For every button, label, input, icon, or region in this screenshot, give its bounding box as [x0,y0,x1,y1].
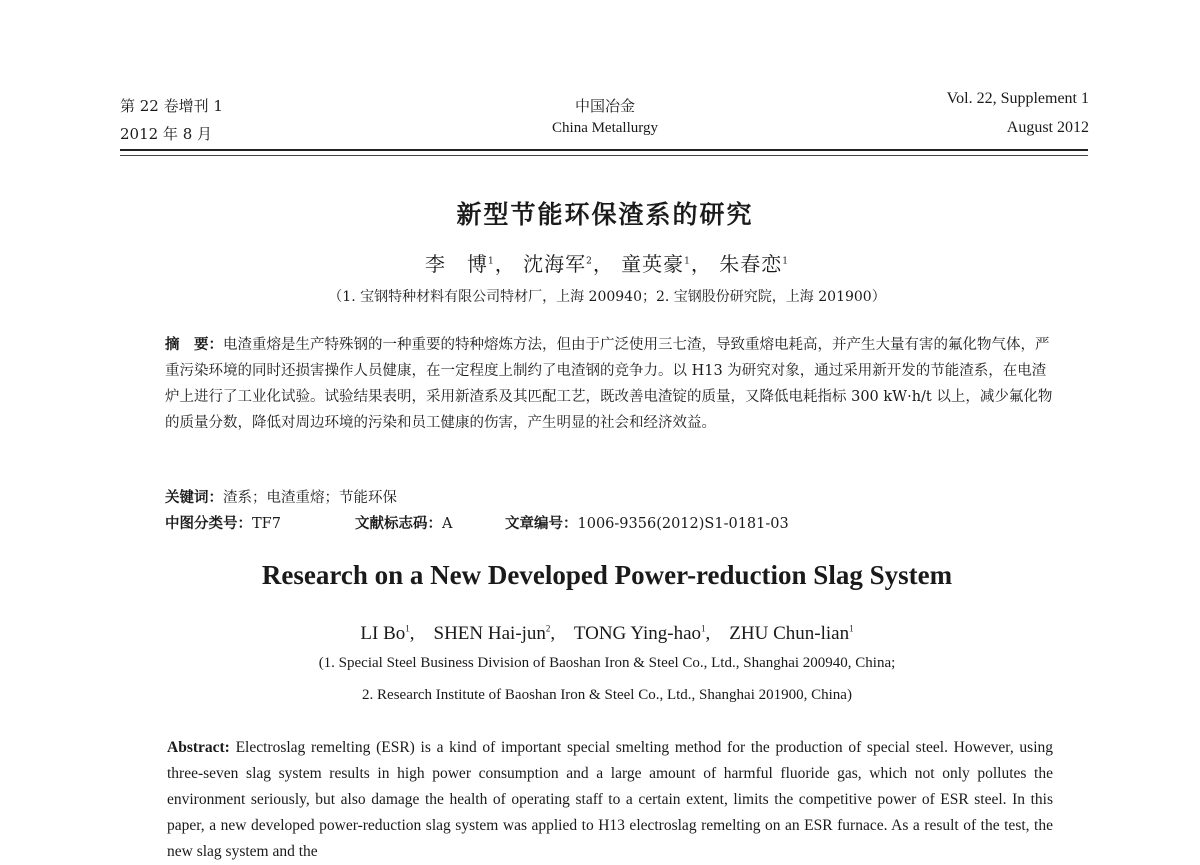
affiliation-en-1: (1. Special Steel Business Division of Baoshan Iron & Steel Co., Ltd., Shanghai 200940, China; [318,655,896,671]
author-affil-mark: 1 [782,256,789,267]
author-affil-mark: 2 [586,256,593,267]
article-number: 文章编号：1006-9356(2012)S1-0181-03 [505,516,789,532]
journal-name-cn: 中国冶金 [574,97,635,115]
abstract-text-cn: 电渣重熔是生产特殊钢的一种重要的特种熔炼方法，但由于广泛使用三七渣，导致重熔电耗高，并产生大量有害的氟化物气体，严重污染环境的同时还损害操作人员健康，在一定程度上制约了电渣钢的竞争力。以 H13 为研究对象，通过采用新开发的节能渣系，在电渣炉上进行了工业化试验。试验结果表明，采用新渣系及其匹配工艺，既改善电渣锭的质量，又降低电耗指标 300 kW·h/t 以上，减少氟化物的质量分数，降低对周边环境的污染和员工健康的伤害，产生明显的社会和经济效益。 [165,337,1053,431]
keywords-text-cn: 渣系；电渣重熔；节能环保 [223,490,397,506]
clc-number: 中图分类号：TF7 [165,516,281,532]
author-list-en: LI Bo$^1$, SHEN Hai-jun$^2$, TONG Ying-hao$^1$, ZHU Chun-lian$^1$ [360,623,854,644]
paper-title-cn: 新型节能环保渣系的研究 [456,200,754,229]
journal-date-en: August 2012 [1006,119,1089,136]
author-list-cn: 李 博$^1$， 沈海军$^2$， 童英豪$^1$， 朱春恋$^1$ [424,252,789,276]
header-rule-thick [120,149,1088,151]
abstract-cn [165,332,1055,436]
journal-volume-en: Vol. 22, Supplement 1 [946,90,1089,107]
author-affil-mark: 1 [684,256,691,267]
author-cn: 童英豪 [621,252,685,276]
document-code: 文献标志码：A [355,516,453,532]
author-en: SHEN Hai-jun [433,623,546,644]
author-affil-mark: 1 [487,256,495,267]
abstract-en [167,735,1053,865]
journal-volume-cn: 第 22 卷增刊 1 [120,97,223,115]
abstract-label-cn: 摘 要： [165,337,223,353]
paper-title-en: Research on a New Developed Power-reduction Slag System [261,560,953,590]
author-affil-mark: 2 [545,623,551,634]
author-en: TONG Ying-hao [573,623,702,644]
author-affil-mark: 1 [405,623,410,634]
author-cn: 沈海军 [523,252,587,276]
journal-date-cn: 2012 年 8 月 [120,125,213,143]
abstract-text-en: Electroslag remelting (ESR) is a kind of important special smelting method for the production of special steel. However, using three-seven slag system results in high power consumption and a large amount of harmful fluoride gas, which not only pollutes the environment seriously, but also damage the health of operating staff to a certain extent, limits the competitive power of ESR steel. In this paper, a new developed power-reduction slag system was applied to H13 electroslag remelting on an ESR furnace. As a result of the test, the new slag system and the [167,739,1054,860]
keywords-cn [165,486,397,507]
author-affil-mark: 1 [701,623,706,634]
author-en: ZHU Chun-lian [729,623,850,644]
author-cn: 李 博 [424,252,488,276]
abstract-label-en: Abstract: [167,739,230,756]
affiliation-cn: （1. 宝钢特种材料有限公司特材厂，上海 200940；2. 宝钢股份研究院，上海 201900） [328,289,886,305]
author-en: LI Bo [360,623,406,644]
header-rule-thin [120,155,1088,156]
author-cn: 朱春恋 [719,252,783,276]
keywords-label-cn: 关键词： [165,490,223,506]
author-affil-mark: 1 [849,623,854,634]
affiliation-en-2: 2. Research Institute of Baoshan Iron & Steel Co., Ltd., Shanghai 201900, China) [362,687,852,703]
classification-line [165,512,1065,533]
journal-name-en: China Metallurgy [552,120,658,136]
